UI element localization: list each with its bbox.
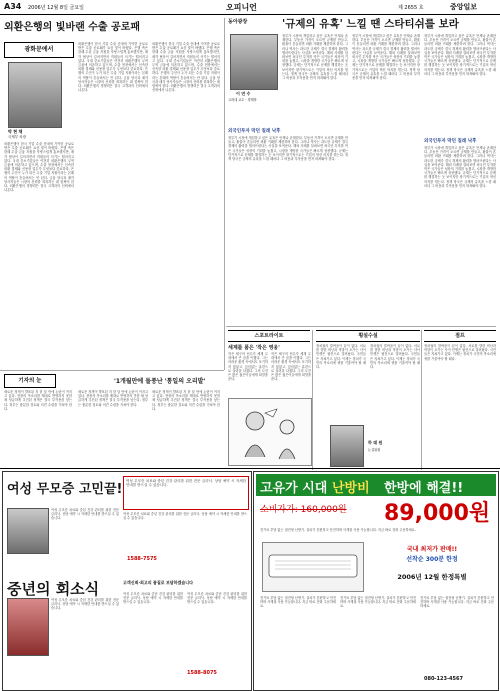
hwang-body-col1: 정치권의 말싸움이 끝이 없다. 서로를 향한 비난과 막말이 오가는 사이 민생은 뒷전으로 밀려났다. 국민들은 지쳐가고 있다. 이제는 정치가 국민의 목소리에 귀를 기울여야 할 때다. — [316, 344, 366, 370]
page-date: 2006년 12월 8일 금요일 — [28, 5, 85, 11]
columnist2-photo — [230, 34, 278, 90]
ad2-sub1: 국내 최저가 판매!! — [406, 546, 458, 553]
hwang-byline-role: 논설위원 — [368, 448, 381, 452]
cartoon-label-box — [424, 330, 496, 342]
reporter-body-col2: 새로운 정책이 발표된 지 한 달 만에 논란이 커지고 있다. 현장의 목소리를 제대로 반영하지 못한 채 성급하게 추진된 정책은 결국 부작용을 낳는다. 정부는 충분한 검토와 의견 수렴을 거쳐야 한다. — [78, 390, 148, 407]
columnist-photo — [8, 62, 62, 128]
ad2-product-image — [262, 542, 364, 592]
ad2-headline-bar — [256, 474, 496, 496]
ad2-body-col2: 전기료 부담 없는 절전형 난방기. 설치가 간편하고 안전하며 사계절 사용 가능합니다. 지금 바로 전화 주문하세요. — [340, 596, 416, 609]
hwang-byline: 하 태 원 — [368, 440, 383, 445]
ad1-photo2 — [7, 598, 49, 656]
ad1-desc4: 여성 무모증 치료와 중년 건강 관리를 위한 전문 클리닉. 상담 예약 시 자세한 안내를 받으실 수 있습니다. — [123, 592, 183, 605]
reporter-body-col3: 새로운 정책이 발표된 지 한 달 만에 논란이 커지고 있다. 현장의 목소리를 제대로 반영하지 못한 채 성급하게 추진된 정책은 결국 부작용을 낳는다. 정부는 충분한 검토와 의견 수렴을 거쳐야 한다. — [152, 390, 220, 411]
sports-label: 스포트라이트 — [254, 333, 284, 339]
section-divider — [226, 326, 496, 327]
cartoon-body: 정치권의 말싸움이 끝이 없다. 서로를 향한 비난과 막말이 오가는 사이 민생은 뒷전으로 밀려났다. 국민들은 지쳐가고 있다. 이제는 정치가 국민의 목소리에 귀를 기울여야 할 때다. — [424, 344, 496, 361]
column-divider — [224, 18, 225, 370]
reporter-label: 기자의 눈 — [18, 378, 42, 384]
ad2-headline2: 난방비 — [332, 481, 370, 496]
article1-body-col2: 외환은행이 한국 기업 수출 증대에 기여한 공로로 받은 수출 공로패가 요즘 빛이 바랬다. 은행 측은 한때 수출 금융 지원을 자랑스럽게 홍보했지만, 매각 협상이 길어지면서 직원들의 사기는 떨어지고 있다. 국내 중소기업들은 여전히 외환은행의 무역 금융에 의존하고 있으며, 수출 현장에서는 신속한 외환 결제와 신용장 업무가 무엇보다 중요하다. 은행의 주인이 누가 되든 수출 기업 지원이라는 본래의 역할이 흔들려서는 안 된다. 금융 당국과 매각 당사자들은 시장의 신뢰를 회복하는 데 힘써야 한다. 외환은행의 경쟁력은 결국 고객과의 신뢰에서 나온다. — [78, 42, 148, 93]
ad1-box — [2, 471, 252, 691]
article2-body-lower: 정부가 시장에 개입하고 싶은 유혹은 언제나 존재한다. 부동산 가격이 오르면 규제를 만들고, 환율이 흔들리면 외환 거래를 제한하려 한다. 그러나 역사는 과도한 규제가 결국 경제의 활력을 떨어뜨린다는 사실을 보여준다. 해외 사례를 살펴보면 외국인 투자를 막은 국가들은 성장의 기회를 놓쳤고, 시장을 개방한 국가들은 빠르게 성장했다. 규제는 단기적으로 문제를 해결하는 듯 보이지만 장기적으로는 기업의 혁신 의지를 꺾는다. 정책 당국은 규제의 유혹을 느낄 때마다 그 비용과 부작용을 먼저 따져봐야 한다. — [228, 136, 348, 162]
columnist-name: 박 현 채 — [8, 129, 23, 134]
article2-subhead2: 외국인투자 막던 칠레 낙후 — [424, 139, 477, 144]
ad2-spec-text: 전기료 부담 없는 절전형 난방기. 설치가 간편하고 안전하며 사계절 사용 가능합니다. 지금 바로 전화 주문하세요. — [260, 528, 416, 532]
sports-cartoon — [228, 398, 312, 466]
hwang-label: 횡설수설 — [358, 333, 378, 339]
ad1-phone2[interactable]: 1588-8075 — [187, 670, 217, 676]
ad2-old-price: 소비자가: 160,000원 — [260, 505, 347, 515]
ad1-desc2: 여성 무모증 치료와 중년 건강 관리를 위한 전문 클리닉. 상담 예약 시 자세한 안내를 받으실 수 있습니다. — [123, 512, 247, 521]
ad1-desc1: 여성 무모증 치료와 중년 건강 관리를 위한 전문 클리닉. 상담 예약 시 자세한 안내를 받으실 수 있습니다. — [51, 508, 119, 521]
newspaper-logo: 중앙일보 — [450, 3, 478, 11]
hwang-body-col2: 정치권의 말싸움이 끝이 없다. 서로를 향한 비난과 막말이 오가는 사이 민생은 뒷전으로 밀려났다. 국민들은 지쳐가고 있다. 이제는 정치가 국민의 목소리에 귀를 기울여야 할 때다. — [370, 344, 420, 370]
article2-body-col3-lower: 정부가 시장에 개입하고 싶은 유혹은 언제나 존재한다. 부동산 가격이 오르면 규제를 만들고, 환율이 흔들리면 외환 거래를 제한하려 한다. 그러나 역사는 과도한 규제가 결국 경제의 활력을 떨어뜨린다는 사실을 보여준다. 해외 사례를 살펴보면 외국인 투자를 막은 국가들은 성장의 기회를 놓쳤고, 시장을 개방한 국가들은 빠르게 성장했다. 규제는 단기적으로 문제를 해결하는 듯 보이지만 장기적으로는 기업의 혁신 의지를 꺾는다. 정책 당국은 규제의 유혹을 느낄 때마다 그 비용과 부작용을 먼저 따져봐야 한다. — [424, 146, 496, 188]
columnist2-role: 고려대 교수 · 경제학 — [228, 98, 257, 102]
article2-subhead: 외국인투자 막던 칠레 낙후 — [228, 129, 281, 134]
sports-headline: 세계를 품은 '작은 영웅' — [228, 345, 280, 351]
reporter-body-col1: 새로운 정책이 발표된 지 한 달 만에 논란이 커지고 있다. 현장의 목소리를 제대로 반영하지 못한 채 성급하게 추진된 정책은 결국 부작용을 낳는다. 정부는 충분한 검토와 의견 수렴을 거쳐야 한다. — [4, 390, 72, 411]
ad1-center-copy: 고객신뢰·최고의 품질로 보답하겠습니다 — [123, 580, 193, 585]
ad-separator — [0, 468, 500, 469]
article2-headline-box — [282, 16, 496, 31]
article1-body-col1: 외환은행이 한국 기업 수출 증대에 기여한 공로로 받은 수출 공로패가 요즘 빛이 바랬다. 은행 측은 한때 수출 금융 지원을 자랑스럽게 홍보했지만, 매각 협상이 길어지면서 직원들의 사기는 떨어지고 있다. 국내 중소기업들은 여전히 외환은행의 무역 금융에 의존하고 있으며, 수출 현장에서는 신속한 외환 결제와 신용장 업무가 무엇보다 중요하다. 은행의 주인이 누가 되든 수출 기업 지원이라는 본래의 역할이 흔들려서는 안 된다. 금융 당국과 매각 당사자들은 시장의 신뢰를 회복하는 데 힘써야 한다. 외환은행의 경쟁력은 결국 고객과의 신뢰에서 나온다. — [4, 142, 74, 193]
reporter-label-box — [4, 374, 56, 388]
ad2-body-col3: 전기료 부담 없는 절전형 난방기. 설치가 간편하고 안전하며 사계절 사용 가능합니다. 지금 바로 전화 주문하세요. — [420, 596, 494, 609]
article2-body-col2: 정부가 시장에 개입하고 싶은 유혹은 언제나 존재한다. 부동산 가격이 오르면 규제를 만들고, 환율이 흔들리면 외환 거래를 제한하려 한다. 그러나 역사는 과도한 규제가 결국 경제의 활력을 떨어뜨린다는 사실을 보여준다. 해외 사례를 살펴보면 외국인 투자를 막은 국가들은 성장의 기회를 놓쳤고, 시장을 개방한 국가들은 빠르게 성장했다. 규제는 단기적으로 문제를 해결하는 듯 보이지만 장기적으로는 기업의 혁신 의지를 꺾는다. 정책 당국은 규제의 유혹을 느낄 때마다 그 비용과 부작용을 먼저 따져봐야 한다. — [352, 34, 420, 81]
ad1-phone1[interactable]: 1588-7575 — [127, 556, 157, 562]
divider-2 — [312, 330, 313, 470]
article1-headline: 외환은행의 빛바랜 수출 공로패 — [4, 22, 141, 33]
ad2-year-label: 2006년 12월 한정특별 — [397, 573, 467, 581]
reporter-headline: '1개월만에 돌풍난 '통일의 오리발' — [114, 378, 206, 385]
ad1-desc3: 여성 무모증 치료와 중년 건강 관리를 위한 전문 클리닉. 상담 예약 시 자세한 안내를 받으실 수 있습니다. — [51, 598, 119, 611]
article1-body-col3: 외환은행이 한국 기업 수출 증대에 기여한 공로로 받은 수출 공로패가 요즘 빛이 바랬다. 은행 측은 한때 수출 금융 지원을 자랑스럽게 홍보했지만, 매각 협상이 길어지면서 직원들의 사기는 떨어지고 있다. 국내 중소기업들은 여전히 외환은행의 무역 금융에 의존하고 있으며, 수출 현장에서는 신속한 외환 결제와 신용장 업무가 무엇보다 중요하다. 은행의 주인이 누가 되든 수출 기업 지원이라는 본래의 역할이 흔들려서는 안 된다. 금융 당국과 매각 당사자들은 시장의 신뢰를 회복하는 데 힘써야 한다. 외환은행의 경쟁력은 결국 고객과의 신뢰에서 나온다. — [152, 42, 220, 93]
cartoon-label: 점프 — [455, 333, 465, 339]
page-number: A34 — [4, 2, 22, 11]
ad2-phone[interactable]: 080-123-4567 — [424, 676, 463, 682]
sports-label-box — [228, 330, 310, 342]
hwang-photo — [330, 425, 364, 467]
column-label: 광화문에서 — [24, 46, 54, 53]
ad1-title: 중년의 회소식 — [7, 580, 100, 598]
sports-body-col2: 작은 체구의 선수가 세계 무대에서 큰 꿈을 이뤘다. 그는 어려운 환경 속에서도 포기하지 않았고, 끊임없는 훈련으로 실력을 다졌다. 그의 도전은 많은 젊은이들에게 희망을 준다. — [271, 352, 311, 382]
section-title: 오피니언 — [226, 3, 257, 12]
reporter-divider — [0, 370, 224, 371]
ad1-notice-box — [123, 476, 249, 510]
ad1-desc5: 여성 무모증 치료와 중년 건강 관리를 위한 전문 클리닉. 상담 예약 시 자세한 안내를 받으실 수 있습니다. — [187, 592, 247, 605]
ad1-headline: 여성 무모증 고민끝! — [7, 482, 123, 497]
ad1-notice-text: 여성 무모증 치료와 중년 건강 관리를 위한 전문 클리닉. 상담 예약 시 자세한 안내를 받으실 수 있습니다. — [126, 479, 246, 488]
divider-3 — [421, 330, 422, 470]
article2-body-col1-top: 정부가 시장에 개입하고 싶은 유혹은 언제나 존재한다. 부동산 가격이 오르면 규제를 만들고, 환율이 흔들리면 외환 거래를 제한하려 한다. 그러나 역사는 과도한 규제가 결국 경제의 활력을 떨어뜨린다는 사실을 보여준다. 해외 사례를 살펴보면 외국인 투자를 막은 국가들은 성장의 기회를 놓쳤고, 시장을 개방한 국가들은 빠르게 성장했다. 규제는 단기적으로 문제를 해결하는 듯 보이지만 장기적으로는 기업의 혁신 의지를 꺾는다. 정책 당국은 규제의 유혹을 느낄 때마다 그 비용과 부작용을 먼저 따져봐야 한다. — [282, 34, 348, 81]
issue-number: 제 2655 호 — [398, 5, 424, 11]
article2-column-text: 동아광장 — [228, 19, 248, 25]
columnist-role: 국제부 차장 — [8, 135, 27, 139]
ad1-photo1 — [7, 508, 49, 554]
hwang-label-box — [316, 330, 420, 342]
article2-headline: '규제의 유혹' 느낄 땐 스타티쉬를 보라 — [282, 18, 459, 30]
columnist2-name: 이 연 수 — [236, 91, 251, 96]
ad2-sub2: 선착순 300분 한정 — [406, 556, 458, 563]
ad2-headline3: 한방에 해결!! — [384, 481, 464, 496]
ad2-box — [253, 471, 499, 691]
ad2-headline1: 고유가 시대 — [260, 481, 328, 496]
column-label-box — [4, 42, 74, 58]
page-header — [0, 0, 500, 15]
article2-column-label — [228, 18, 278, 28]
ad2-body-col1: 전기료 부담 없는 절전형 난방기. 설치가 간편하고 안전하며 사계절 사용 가능합니다. 지금 바로 전화 주문하세요. — [260, 596, 336, 609]
article1-headline-box — [4, 18, 184, 38]
sports-body-col1: 작은 체구의 선수가 세계 무대에서 큰 꿈을 이뤘다. 그는 어려운 환경 속에서도 포기하지 않았고, 끊임없는 훈련으로 실력을 다졌다. 그의 도전은 많은 젊은이들에게 희망을 준다. — [228, 352, 268, 382]
article2-body-col3: 정부가 시장에 개입하고 싶은 유혹은 언제나 존재한다. 부동산 가격이 오르면 규제를 만들고, 환율이 흔들리면 외환 거래를 제한하려 한다. 그러나 역사는 과도한 규제가 결국 경제의 활력을 떨어뜨린다는 사실을 보여준다. 해외 사례를 살펴보면 외국인 투자를 막은 국가들은 성장의 기회를 놓쳤고, 시장을 개방한 국가들은 빠르게 성장했다. 규제는 단기적으로 문제를 해결하는 듯 보이지만 장기적으로는 기업의 혁신 의지를 꺾는다. 정책 당국은 규제의 유혹을 느낄 때마다 그 비용과 부작용을 먼저 따져봐야 한다. — [424, 34, 496, 76]
ad2-new-price: 89,000원 — [384, 501, 491, 526]
